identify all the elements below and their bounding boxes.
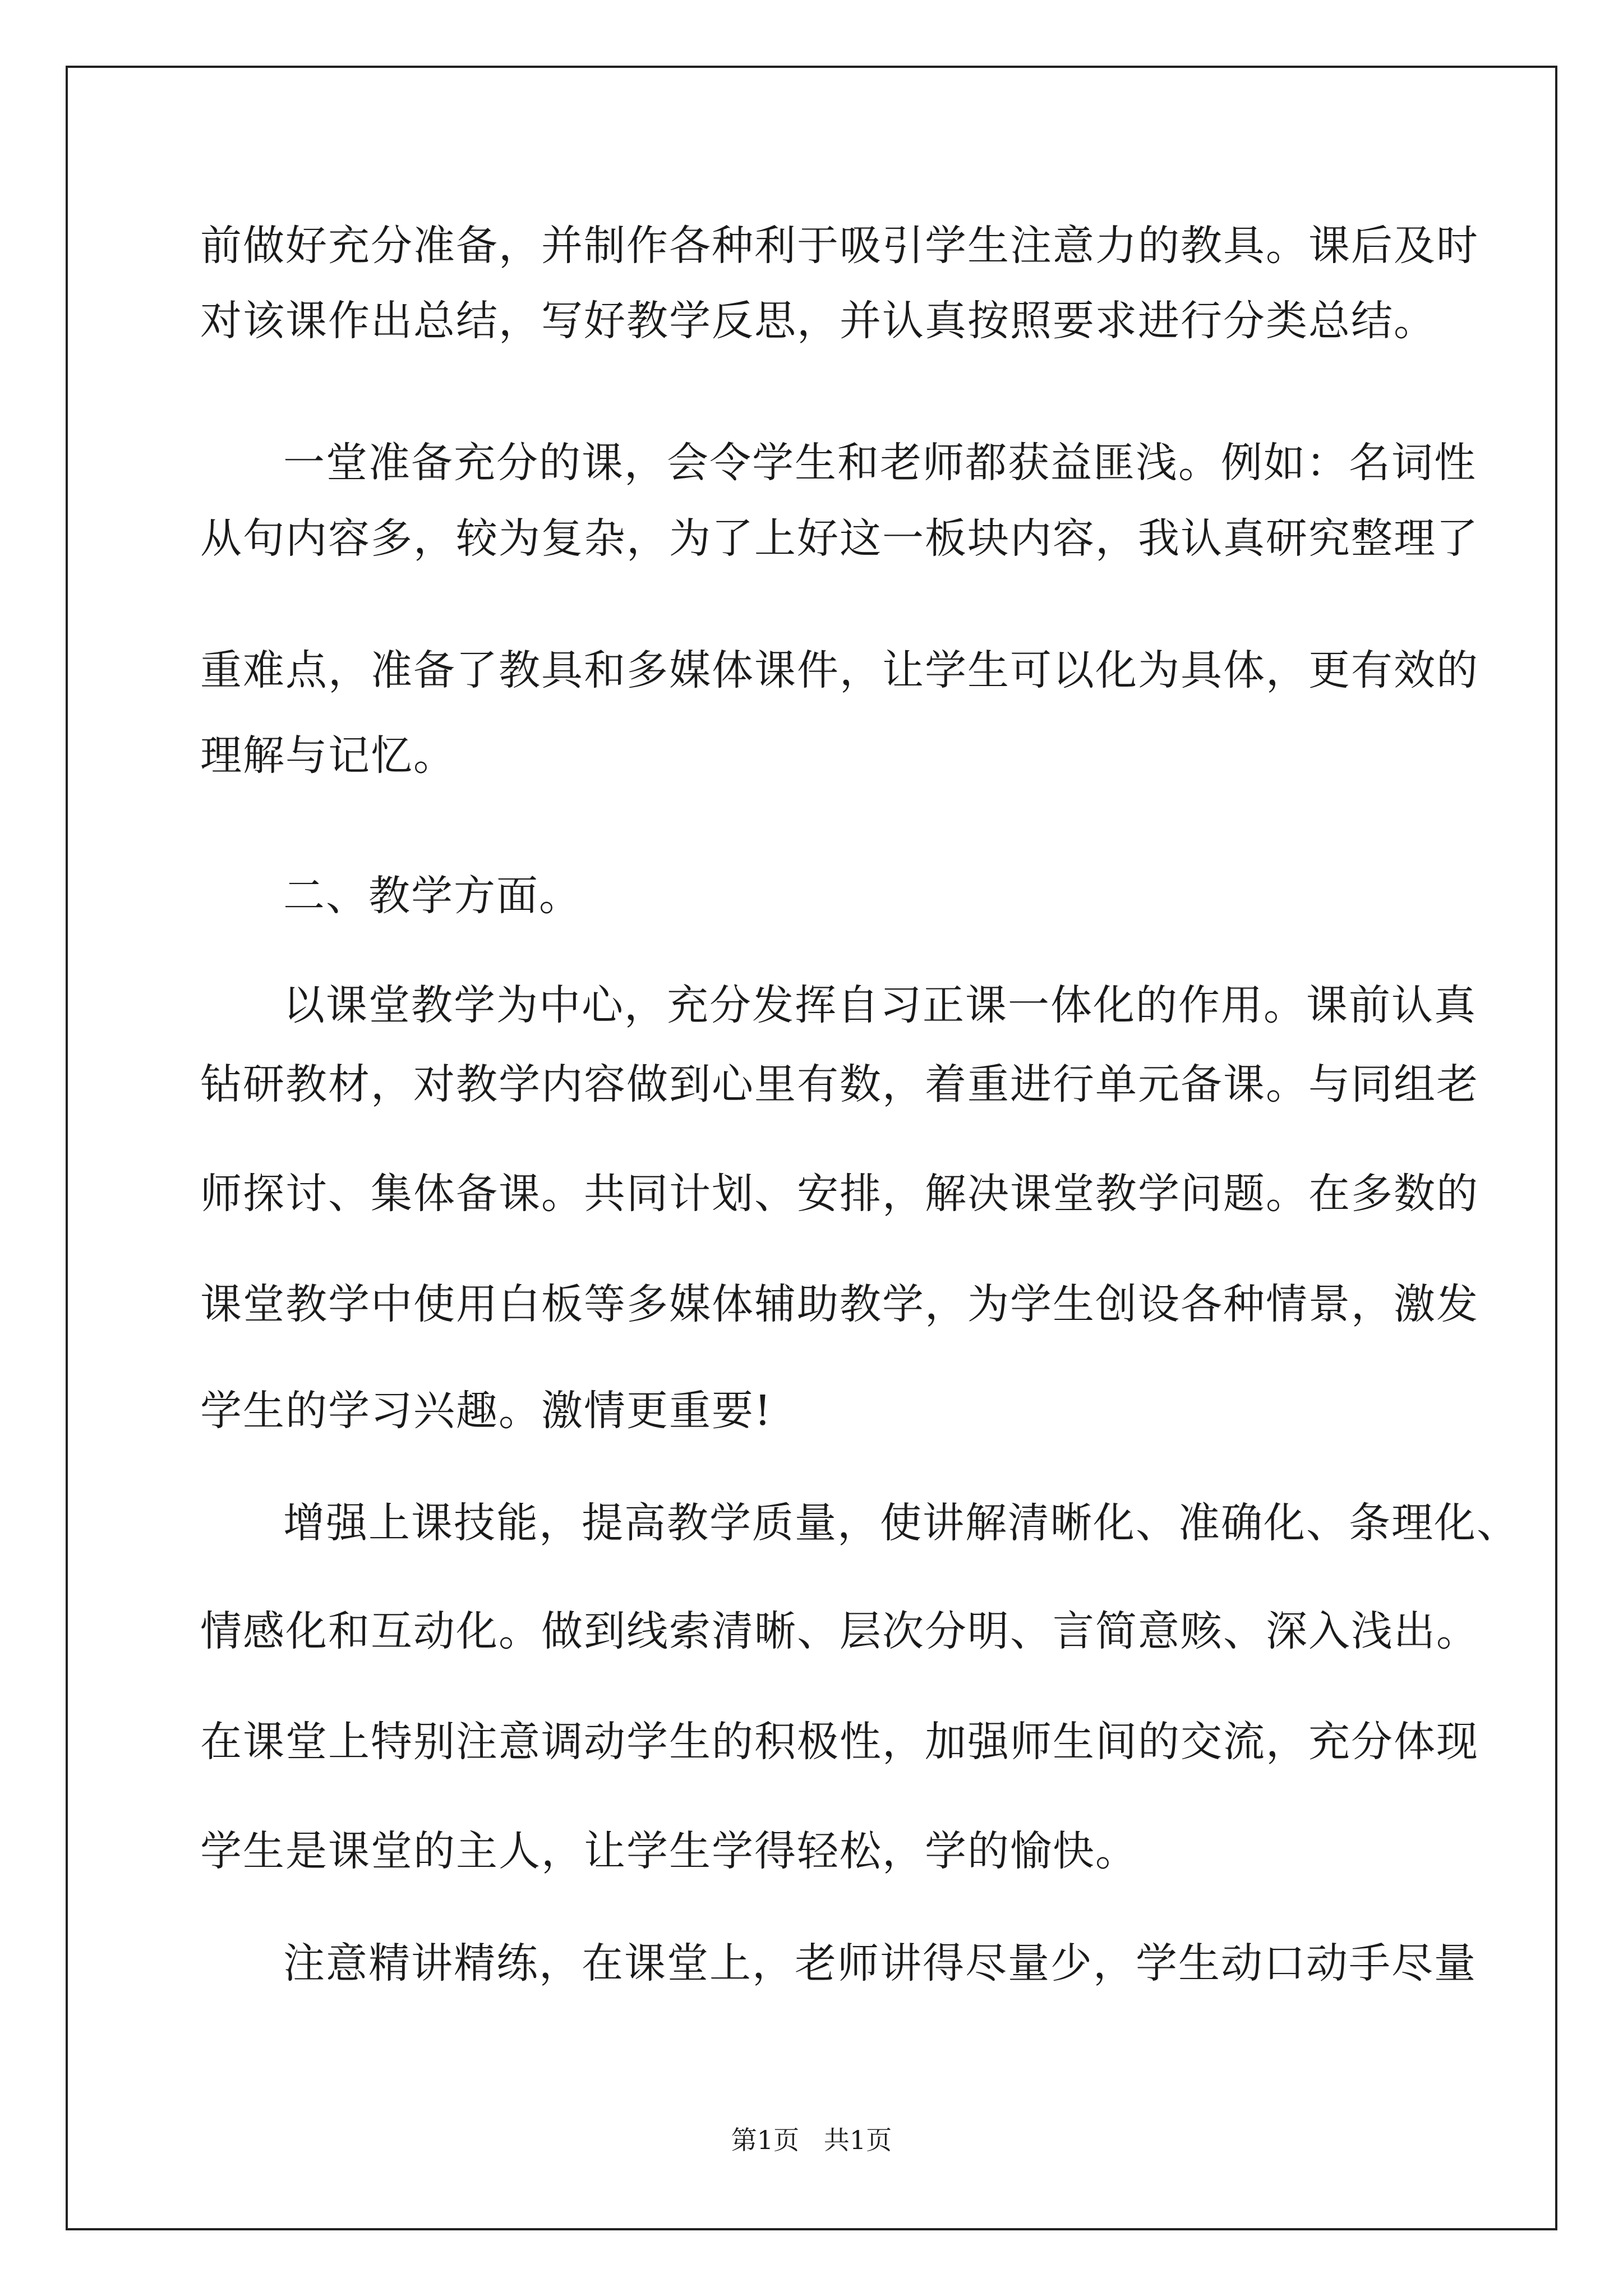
text-line: 课堂教学中使用白板等多媒体辅助教学，为学生创设各种情景，激发 <box>200 1280 1479 1328</box>
text-line: 情感化和互动化。做到线索清晰、层次分明、言简意赅、深入浅出。 <box>200 1607 1479 1655</box>
text-line: 以课堂教学为中心，充分发挥自习正课一体化的作用。课前认真 <box>283 981 1477 1029</box>
section-heading: 二、教学方面。 <box>283 872 582 920</box>
page-number-footer: 第1页 共1页 <box>731 2125 892 2155</box>
text-line: 注意精讲精练，在课堂上，老师讲得尽量少，学生动口动手尽量 <box>283 1939 1477 1987</box>
text-line: 在课堂上特别注意调动学生的积极性，加强师生间的交流，充分体现 <box>200 1718 1479 1766</box>
text-line: 对该课作出总结，写好教学反思，并认真按照要求进行分类总结。 <box>200 297 1436 345</box>
text-line: 钻研教材，对教学内容做到心里有数，着重进行单元备课。与同组老 <box>200 1060 1479 1108</box>
text-line: 师探讨、集体备课。共同计划、安排，解决课堂教学问题。在多数的 <box>200 1170 1479 1218</box>
text-line: 一堂准备充分的课，会令学生和老师都获益匪浅。例如：名词性 <box>283 439 1477 487</box>
text-line: 重难点，准备了教具和多媒体课件，让学生可以化为具体，更有效的 <box>200 646 1479 694</box>
text-line: 学生的学习兴趣。激情更重要! <box>200 1387 772 1435</box>
text-line: 前做好充分准备，并制作各种利于吸引学生注意力的教具。课后及时 <box>200 222 1479 270</box>
text-line: 增强上课技能，提高教学质量，使讲解清晰化、准确化、条理化、 <box>283 1499 1519 1547</box>
text-line: 从句内容多，较为复杂，为了上好这一板块内容，我认真研究整理了 <box>200 514 1479 563</box>
text-line: 学生是课堂的主人，让学生学得轻松，学的愉快。 <box>200 1827 1138 1875</box>
text-line: 理解与记忆。 <box>200 731 456 780</box>
page-frame <box>66 66 1557 2230</box>
